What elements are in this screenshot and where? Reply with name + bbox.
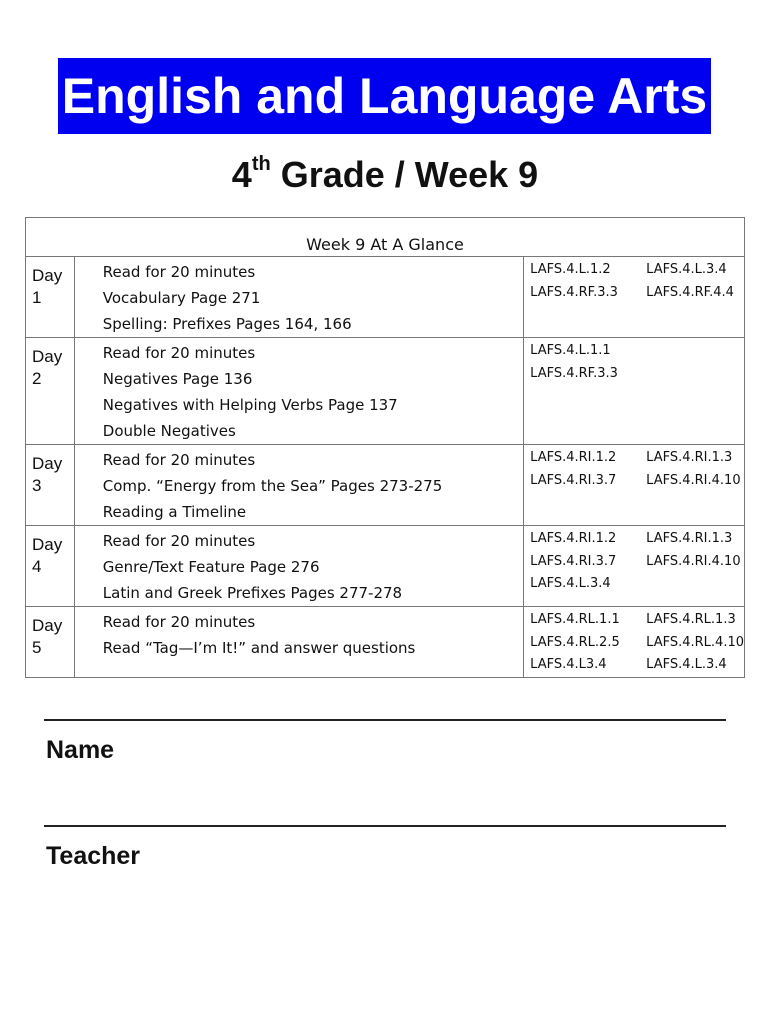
standard-code: LAFS.4.RI.4.10 [646, 472, 741, 488]
tasks-cell [74, 607, 523, 678]
task-item: Comp. “Energy from the Sea” Pages 273-275 [102, 477, 443, 495]
standard-code: LAFS.4.L3.4 [530, 657, 607, 672]
day-label: Day [32, 535, 63, 554]
day-cell [26, 526, 75, 607]
day-cell [26, 445, 75, 526]
task-item: Latin and Greek Prefixes Pages 277-278 [102, 584, 403, 602]
grade-suffix: th [251, 153, 271, 175]
day-cell [26, 257, 75, 338]
standards-row [530, 528, 744, 551]
task-item: Read for 20 minutes [102, 344, 256, 362]
standard-code: LAFS.4.L.1.1 [530, 343, 611, 358]
day-cell [26, 338, 75, 445]
standard-code: LAFS.4.RL.1.3 [646, 612, 736, 627]
table-heading: Week 9 At A Glance [26, 218, 745, 257]
name-label: Name [46, 736, 115, 764]
standards-row [530, 447, 744, 470]
day-number: 2 [32, 369, 42, 388]
day-label: Day [32, 616, 63, 635]
standard-code: LAFS.4.RI.1.3 [646, 531, 733, 546]
standard-code: LAFS.4.RL.1.1 [530, 612, 620, 627]
table-row [26, 607, 745, 678]
grade-number: 4 [231, 154, 252, 195]
standard-code: LAFS.4.RF.4.4 [646, 284, 734, 300]
day-number: 1 [32, 288, 42, 307]
standard-code: LAFS.4.RF.3.3 [530, 365, 618, 381]
day-number: 3 [32, 476, 42, 495]
standard-code: LAFS.4.L.1.2 [530, 262, 611, 277]
standards-row [530, 363, 744, 386]
table-row [26, 338, 745, 445]
task-item: Double Negatives [102, 422, 236, 440]
standard-code: LAFS.4.L.3.4 [530, 576, 611, 591]
task-item: Negatives Page 136 [102, 370, 253, 388]
task-item: Vocabulary Page 271 [102, 289, 261, 307]
task-item: Read “Tag—I’m It!” and answer questions [102, 639, 416, 657]
day-label: Day [32, 454, 63, 473]
name-line[interactable] [44, 719, 726, 721]
table-row [26, 445, 745, 526]
day-number: 4 [32, 557, 42, 576]
task-item: Read for 20 minutes [102, 532, 256, 550]
task-item: Spelling: Prefixes Pages 164, 166 [102, 315, 352, 333]
standard-code: LAFS.4.RI.4.10 [646, 553, 741, 569]
standards-cell [524, 607, 745, 678]
standards-cell [524, 338, 745, 445]
day-label: Day [32, 347, 63, 366]
standards-row [530, 282, 744, 305]
standards-row [530, 632, 744, 655]
task-item: Read for 20 minutes [102, 451, 256, 469]
standards-row [530, 654, 744, 677]
task-item: Read for 20 minutes [102, 263, 256, 281]
tasks-cell [74, 445, 523, 526]
task-item: Negatives with Helping Verbs Page 137 [102, 396, 398, 414]
day-label: Day [32, 266, 63, 285]
standards-row [530, 573, 744, 596]
standard-code: LAFS.4.RI.1.3 [646, 450, 733, 465]
standards-cell [524, 445, 745, 526]
standard-code: LAFS.4.RL.4.10 [646, 634, 744, 650]
standard-code: LAFS.4.RI.3.7 [530, 472, 617, 488]
day-number: 5 [32, 638, 42, 657]
day-cell [26, 607, 75, 678]
tasks-cell [74, 257, 523, 338]
table-row [26, 257, 745, 338]
week-glance-table [25, 217, 745, 678]
standards-row [530, 609, 744, 632]
task-item: Read for 20 minutes [102, 613, 256, 631]
table-row [26, 526, 745, 607]
standard-code: LAFS.4.L.3.4 [646, 657, 727, 672]
standards-cell [524, 526, 745, 607]
standard-code: LAFS.4.RI.1.2 [530, 531, 617, 546]
standards-row [530, 551, 744, 574]
task-item: Genre/Text Feature Page 276 [102, 558, 320, 576]
standards-row [530, 470, 744, 493]
standard-code: LAFS.4.L.3.4 [646, 262, 727, 277]
teacher-label: Teacher [46, 842, 141, 870]
standard-code: LAFS.4.RI.1.2 [530, 450, 617, 465]
page-title: English and Language Arts [58, 58, 711, 134]
standards-cell [524, 257, 745, 338]
tasks-cell [74, 338, 523, 445]
teacher-line[interactable] [44, 825, 726, 827]
table-body [26, 257, 745, 678]
tasks-cell [74, 526, 523, 607]
grade-rest: Grade / Week 9 [270, 154, 539, 195]
standard-code: LAFS.4.RI.3.7 [530, 553, 617, 569]
standards-row [530, 340, 744, 363]
standard-code: LAFS.4.RF.3.3 [530, 284, 618, 300]
task-item: Reading a Timeline [102, 503, 247, 521]
standards-row [530, 259, 744, 282]
grade-week-subtitle [0, 154, 770, 196]
standard-code: LAFS.4.RL.2.5 [530, 634, 620, 650]
